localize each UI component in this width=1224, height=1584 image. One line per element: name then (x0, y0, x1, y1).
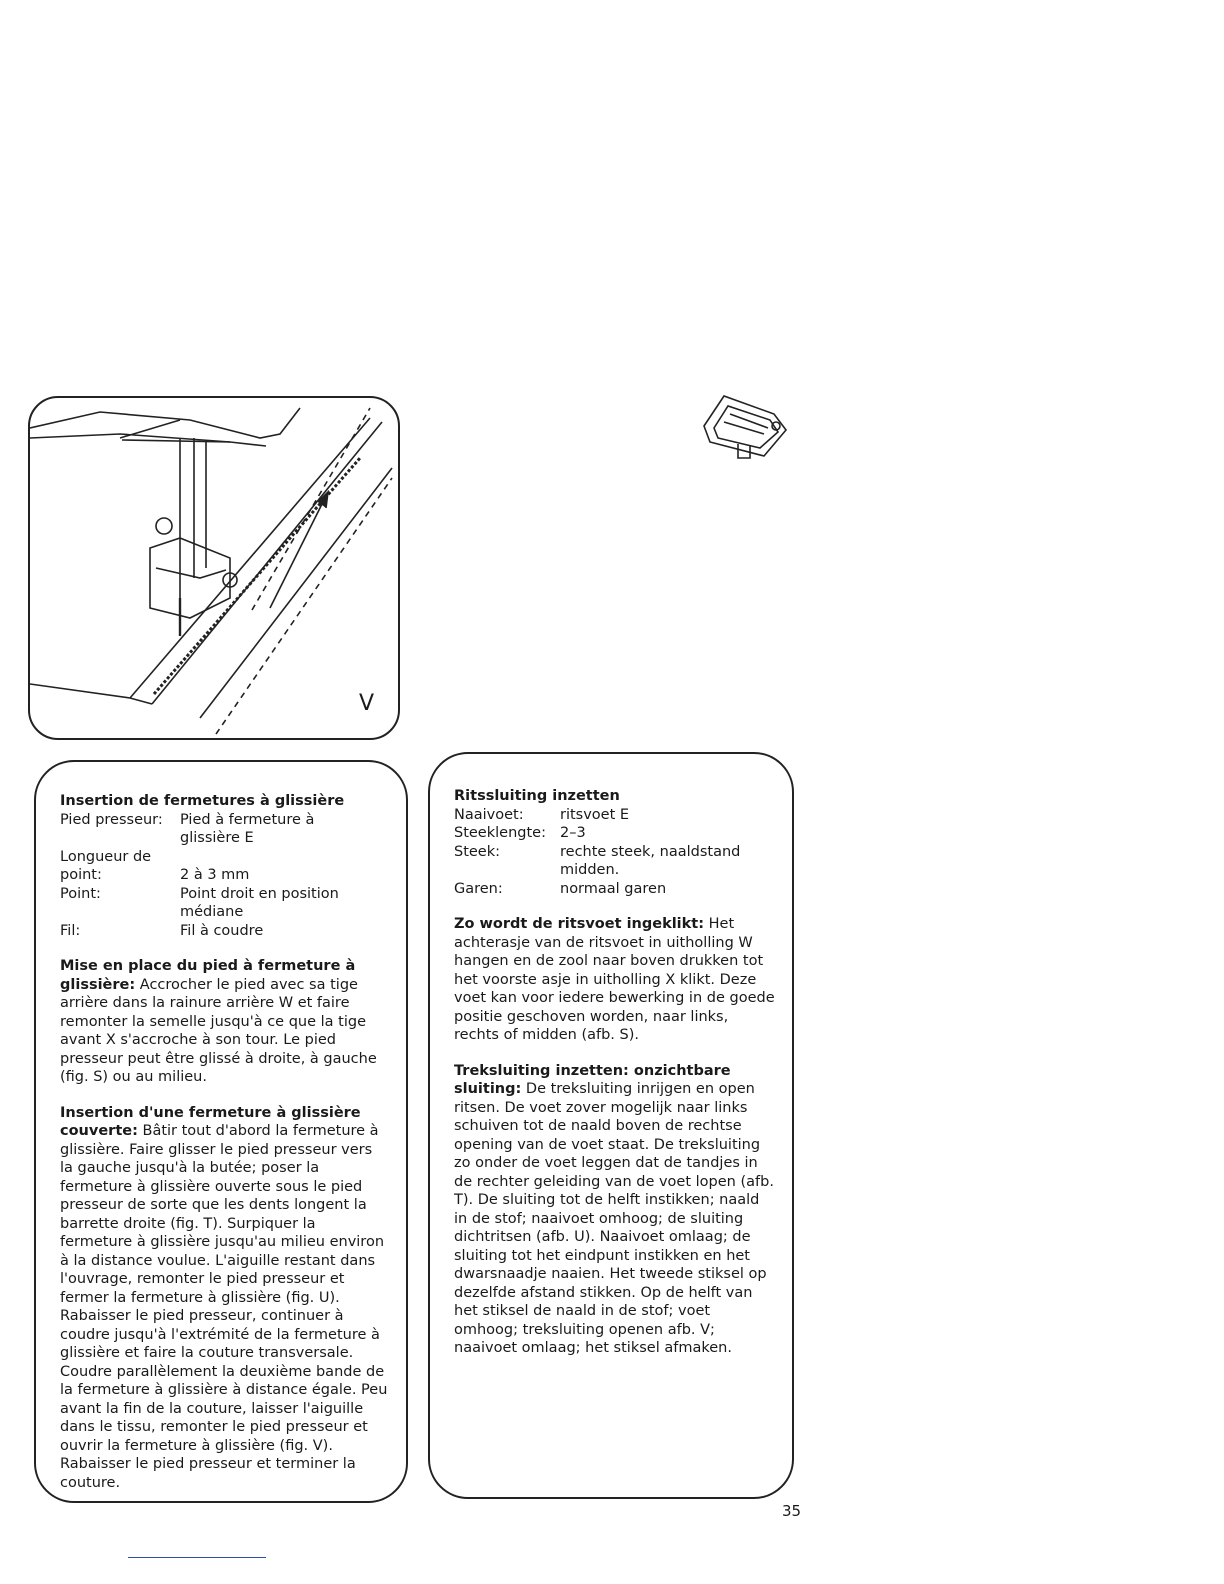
instruction-paragraph (60, 957, 388, 1087)
french-instructions-panel (34, 760, 408, 1503)
setting-key: Point: (60, 885, 101, 902)
paragraph-body: Bâtir tout d'abord la fermeture à glissière. Faire glisser le pied presseur vers la gauche jusqu'à la butée; poser la fermeture à glissière ouverte sous le pied presseur de sorte que les dents longent la barrette droite (fig. T). Surpiquer la fermeture à glissière jusqu'au milieu environ à la distance voulue. L'aiguille restant dans l'ouvrage, remonter le pied presseur et fermer la fermeture à glissière (fig. U). Rabaisser le pied presseur, continuer à coudre jusqu'à l'extrémité de la fermeture à glissière et faire la couture transversale. Coudre parallèlement la deuxième bande de la fermeture à glissière à distance égale. Peu avant la fin de la couture, laisser l'aiguille dans le tissu, remonter le pied presseur et ouvrir la fermeture à glissière (fig. V). Rabaisser le pied presseur et terminer la couture. (60, 1123, 388, 1491)
zipper-foot-icon (694, 386, 794, 466)
setting-key: Steeklengte: (454, 825, 546, 841)
paragraph-body: Accrocher le pied avec sa tige arrière dans la rainure arrière W et faire remonter la semelle jusqu'à ce que la tige avant X s'accroche à son tour. Le pied presseur peut être glissé à droite, à gauche (fig. S) ou au milieu. (60, 976, 377, 1085)
setting-value: 2–3 (560, 825, 586, 841)
figure-v (28, 396, 400, 740)
instruction-paragraph (454, 1062, 776, 1358)
section-heading: Ritssluiting inzetten (454, 788, 620, 804)
footer-rule (128, 1557, 266, 1558)
setting-value: Fil à coudre (180, 922, 264, 939)
paragraph-body: Het achterasje van de ritsvoet in uitholling W hangen en de zool naar boven drukken tot het voorste asje in uitholling X klikt. Deze voet kan voor iedere bewerking in de goede positie geschoven worden, naar links, rechts of midden (afb. S). (454, 916, 775, 1043)
setting-value: normaal garen (560, 880, 667, 897)
paragraph-lead: Insertion d'une fermeture à glissière couverte: (60, 1104, 361, 1139)
setting-value: ritsvoet E (560, 806, 630, 823)
section-heading: Insertion de fermetures à glissière (60, 793, 345, 809)
setting-key: Garen: (454, 880, 503, 897)
sewing-zipper-illustration (30, 398, 398, 738)
paragraph-lead: Zo wordt de ritsvoet ingeklikt: (454, 916, 705, 932)
setting-key: Pied presseur: (60, 811, 163, 828)
paragraph-lead: Treksluiting inzetten: onzichtbare sluiting: (454, 1062, 731, 1097)
instruction-paragraph (454, 915, 776, 1045)
setting-key: Fil: (60, 922, 81, 939)
settings-list (60, 811, 388, 941)
instruction-paragraph (60, 1104, 388, 1493)
setting-key: Naaivoet: (454, 806, 524, 823)
setting-key: Longueur de point: (60, 848, 152, 883)
paragraph-lead: Mise en place du pied à fermeture à glissière: (60, 958, 356, 993)
setting-value: 2 à 3 mm (180, 867, 250, 883)
setting-value: Pied à fermeture à glissière E (180, 811, 315, 846)
setting-value: Point droit en position médiane (180, 885, 339, 920)
settings-list (454, 806, 776, 899)
paragraph-body: De treksluiting inrijgen en open ritsen. De voet zover mogelijk naar links schuiven tot de naald boven de rechtse opening van de voet staat. De treksluiting zo onder de voet leggen dat de tandjes in de rechter geleiding van de voet lopen (afb. T). De sluiting tot de helft instikken; naald in de stof; naaivoet omhoog; de sluiting dichtritsen (afb. U). Naaivoet omlaag; de sluiting tot het eindpunt instikken en het dwarsnaadje naaien. Het tweede stiksel op dezelfde afstand stikken. Op de helft van het stiksel de naald in de stof; voet omhoog; treksluiting openen afb. V; naaivoet omlaag; het stiksel afmaken. (454, 1081, 774, 1356)
figure-label: V (358, 691, 374, 716)
setting-value: rechte steek, naaldstand midden. (560, 843, 741, 878)
page-number: 35 (782, 1502, 802, 1520)
setting-key: Steek: (454, 843, 501, 860)
dutch-instructions-panel (428, 752, 794, 1499)
